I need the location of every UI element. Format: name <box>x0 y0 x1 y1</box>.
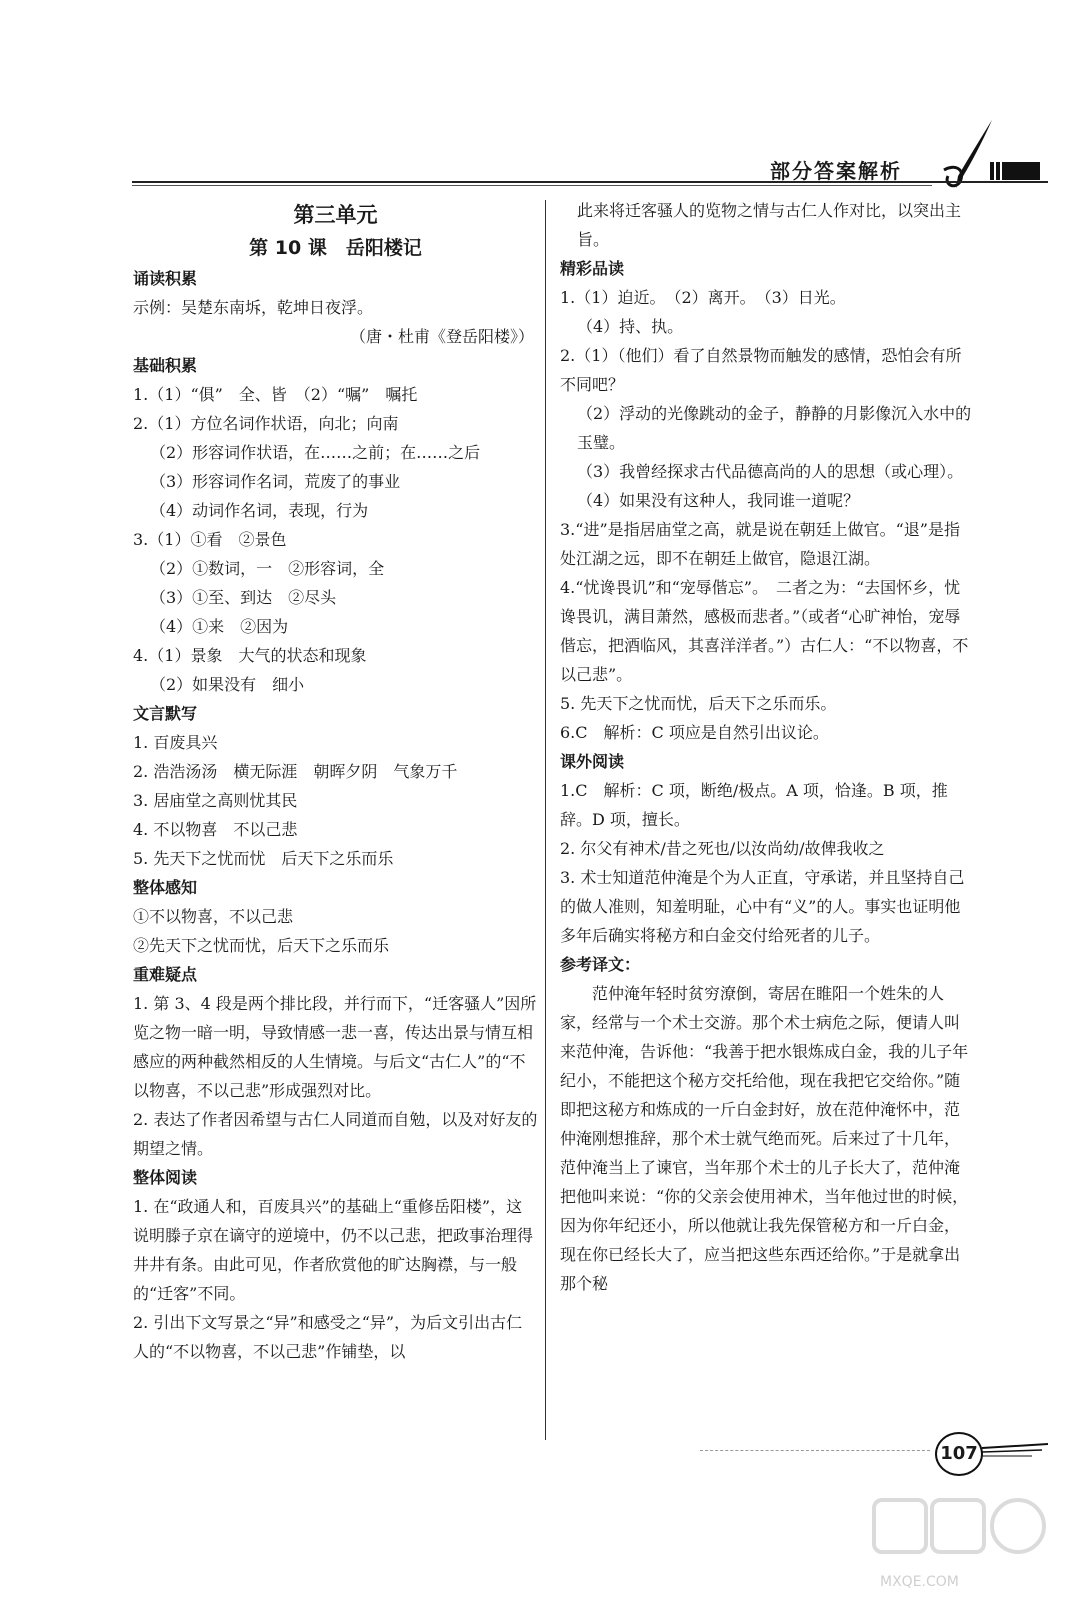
lesson-title: 第 10 课 岳阳楼记 <box>249 237 422 259</box>
footer-dashed-line <box>700 1450 930 1451</box>
reference-heading: 参考译文： <box>560 955 641 974</box>
page-number-wing-decoration <box>982 1440 1048 1460</box>
section-heading: 精彩品读 <box>560 259 625 278</box>
answer-line: （3）形容词作名词，荒废了的事业 <box>150 472 401 491</box>
answer-paragraph: 2.（1）（他们）看了自然景物而触发的感情，恐怕会有所不同吧？ <box>560 346 962 394</box>
example-source: （唐・杜甫《登岳阳楼》） <box>349 327 534 346</box>
answer-line: 3.（1）①看 ②景色 <box>133 530 287 549</box>
answer-paragraph: 3. 术士知道范仲淹是个为人正直，守承诺，并且坚持自己的做人准则，知羞明耻，心中有“义”的人。事实也证明他多年后确实将秘方和白金交付给死者的儿子。 <box>560 868 965 945</box>
answer-line: （4）动词作名词，表现，行为 <box>150 501 369 520</box>
answer-paragraph: 3.“进”是指居庙堂之高，就是说在朝廷上做官。“退”是指处江湖之远，即不在朝廷上做官，隐退江湖。 <box>560 520 960 568</box>
answer-line: 6.C 解析：C 项应是自然引出议论。 <box>560 723 829 742</box>
section-heading: 课外阅读 <box>560 752 625 771</box>
answer-paragraph: 2. 表达了作者因希望与古仁人同道而自勉，以及对好友的期望之情。 <box>133 1110 538 1158</box>
answer-line: 5. 先天下之忧而忧 后天下之乐而乐 <box>133 849 394 868</box>
answer-paragraph: 1. 第 3、4 段是两个排比段，并行而下，“迁客骚人”因所览之物一暗一明，导致情感一悲一喜，传达出景与情互相感应的两种截然相反的人生情境。与后文“古仁人”的“不以物喜，不以己悲”形成强烈对比。 <box>133 994 537 1100</box>
header-title: 部分答案解析 <box>770 159 902 183</box>
page-number: 107 <box>935 1432 983 1476</box>
left-column <box>133 196 538 1366</box>
section-heading: 整体感知 <box>133 878 198 897</box>
answer-line: （4）①来 ②因为 <box>150 617 289 636</box>
answer-line: （2）①数词，一 ②形容词，全 <box>150 559 385 578</box>
answer-line: ①不以物喜，不以己悲 <box>133 907 294 926</box>
answer-line: 4. 不以物喜 不以己悲 <box>133 820 298 839</box>
column-divider <box>545 200 546 1440</box>
answer-line: （3）①至、到达 ②尽头 <box>150 588 337 607</box>
answer-line: （4）持、执。 <box>577 317 684 336</box>
reference-translation: 范仲淹年轻时贫穷潦倒，寄居在睢阳一个姓朱的人家，经常与一个术士交游。那个术士病危之际，便请人叫来范仲淹，告诉他：“我善于把水银炼成白金，我的儿子年纪小，不能把这个秘方交托给他，现在我把它交给你。”随即把这秘方和炼成的一斤白金封好，放在范仲淹怀中，范仲淹刚想推辞，那个术士就气绝而死。后来过了十几年，范仲淹当上了谏官，当年那个术士的儿子长大了，范仲淹把他叫来说：“你的父亲会使用神术，当年他过世的时候，因为你年纪还小，所以他就让我先保管秘方和一斤白金，现在你已经长大了，应当把这些东西还给你。”于是就拿出那个秘 <box>560 984 969 1293</box>
answer-paragraph: （4）如果没有这种人，我同谁一道呢？ <box>577 491 860 510</box>
section-heading: 文言默写 <box>133 704 198 723</box>
section-heading: 整体阅读 <box>133 1168 198 1187</box>
answer-line: 1.（1）“俱” 全、皆 （2）“嘱” 嘱托 <box>133 385 418 404</box>
answer-line: 4.（1）景象 大气的状态和现象 <box>133 646 367 665</box>
watermark-text: MXQE.COM <box>880 1574 959 1590</box>
answer-line: 2.（1）方位名词作状语，向北；向南 <box>133 414 399 433</box>
answer-paragraph: 2. 引出下文写景之“异”和感受之“异”，为后文引出古仁人的“不以物喜，不以己悲”作铺垫，以 <box>133 1313 523 1361</box>
header-bars-decoration <box>990 161 1042 180</box>
answer-line: 1.（1）迫近。 （2）离开。 （3）日光。 <box>560 288 846 307</box>
answer-line: 5. 先天下之忧而忧，后天下之乐而乐。 <box>560 694 837 713</box>
answer-line: ②先天下之忧而忧，后天下之乐而乐 <box>133 936 390 955</box>
section-heading: 诵读积累 <box>133 269 198 288</box>
unit-title: 第三单元 <box>293 203 378 227</box>
answer-paragraph: （2）浮动的光像跳动的金子，静静的月影像沉入水中的玉璧。 <box>577 404 972 452</box>
header-rule-thin <box>132 185 932 186</box>
answer-line: （2）形容词作状语，在……之前；在……之后 <box>150 443 481 462</box>
answer-paragraph: 此来将迁客骚人的览物之情与古仁人作对比，以突出主旨。 <box>577 201 962 249</box>
answer-line: 2. 尔父有神术/昔之死也/以汝尚幼/故俾我收之 <box>560 839 885 858</box>
answer-line: 2. 浩浩汤汤 横无际涯 朝晖夕阴 气象万千 <box>133 762 458 781</box>
right-column <box>560 196 972 1298</box>
watermark-logo <box>870 1490 1048 1594</box>
answer-paragraph: 1.C 解析：C 项，断绝/极点。A 项，恰逢。B 项，推辞。D 项，擅长。 <box>560 781 948 829</box>
answer-line: 1. 百废具兴 <box>133 733 218 752</box>
header-rule <box>132 181 1048 183</box>
answer-line: 3. 居庙堂之高则忧其民 <box>133 791 298 810</box>
answer-paragraph: 4.“忧谗畏讥”和“宠辱偕忘”。 二者之为：“去国怀乡，忧谗畏讥，满目萧然，感极而悲者。”（或者“心旷神怡，宠辱偕忘，把酒临风，其喜洋洋者。”）古仁人：“不以物喜，不以己悲”。 <box>560 578 969 684</box>
answer-paragraph: （3）我曾经探求古代品德高尚的人的思想（或心理）。 <box>577 462 964 481</box>
example-line: 示例：吴楚东南坼，乾坤日夜浮。 <box>133 298 374 317</box>
section-heading: 基础积累 <box>133 356 198 375</box>
section-heading: 重难疑点 <box>133 965 198 984</box>
answer-line: （2）如果没有 细小 <box>150 675 305 694</box>
answer-paragraph: 1. 在“政通人和，百废具兴”的基础上“重修岳阳楼”，这说明滕子京在谪守的逆境中，仍不以己悲，把政事治理得井井有条。由此可见，作者欣赏他的旷达胸襟，与一般的“迁客”不同。 <box>133 1197 534 1303</box>
